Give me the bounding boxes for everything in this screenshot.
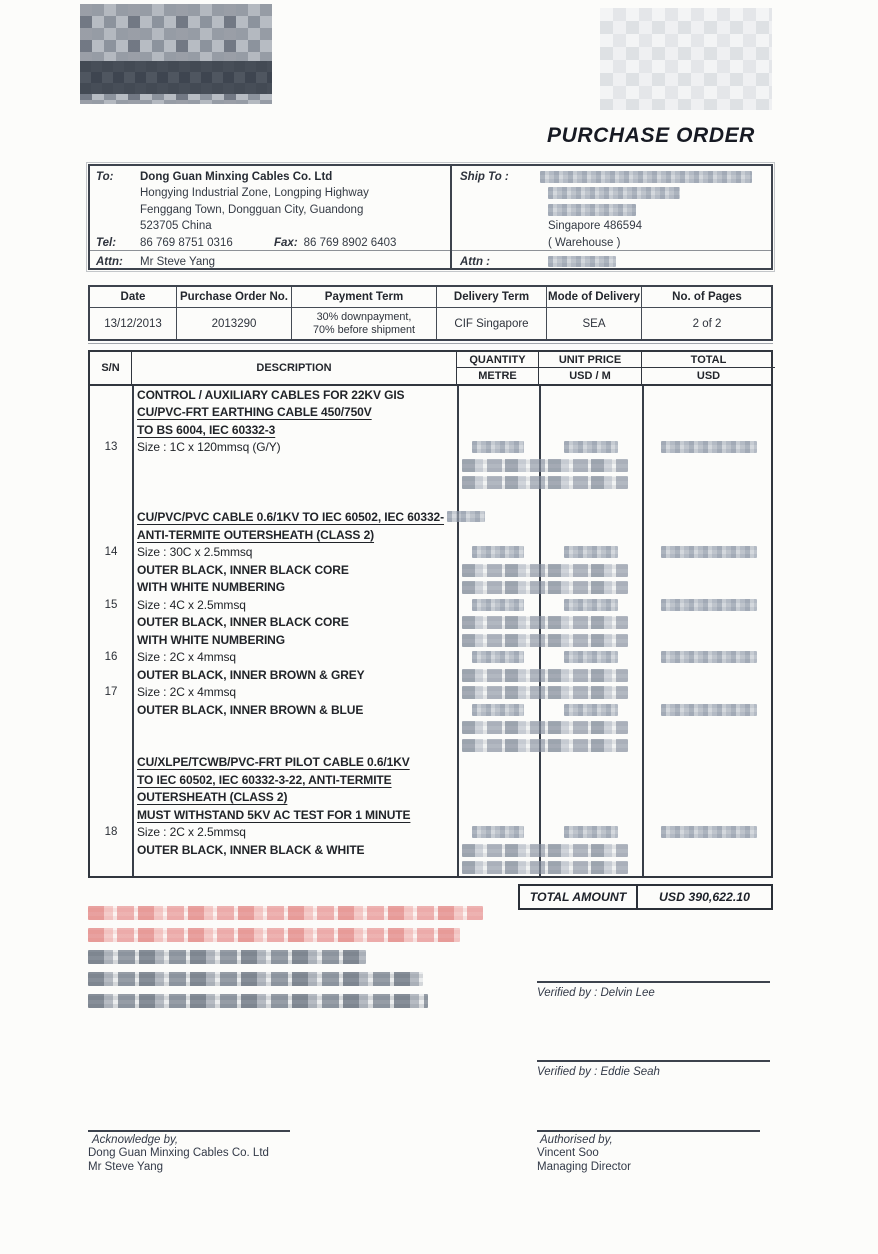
item-quantity bbox=[457, 824, 539, 842]
item-line bbox=[90, 596, 771, 614]
item-total bbox=[642, 649, 771, 667]
item-line bbox=[90, 666, 771, 684]
item-unit-price bbox=[539, 509, 642, 527]
item-description bbox=[132, 703, 457, 717]
item-unit-price bbox=[539, 526, 642, 544]
item-description-text: WITH WHITE NUMBERING bbox=[137, 580, 285, 595]
item-sn: 15 bbox=[104, 598, 118, 611]
item-total bbox=[642, 754, 771, 772]
item-description bbox=[132, 615, 457, 629]
item-total bbox=[642, 596, 771, 614]
item-unit-price bbox=[539, 806, 642, 824]
payment-term-line2: 70% before shipment bbox=[312, 323, 416, 336]
item-total bbox=[642, 439, 771, 457]
item-description-text: TO IEC 60502, IEC 60332-3-22, ANTI-TERMITE bbox=[137, 772, 392, 787]
redacted-quantity bbox=[472, 704, 524, 716]
redacted-delivery-note bbox=[462, 616, 628, 629]
page-title: PURCHASE ORDER bbox=[547, 124, 755, 147]
unit-price-header: UNIT PRICE bbox=[539, 352, 642, 368]
item-quantity bbox=[457, 491, 539, 509]
item-line bbox=[90, 806, 771, 824]
order-date: 13/12/2013 bbox=[90, 308, 177, 339]
item-quantity bbox=[457, 806, 539, 824]
item-total bbox=[642, 771, 771, 789]
item-line bbox=[90, 579, 771, 597]
po-number-header: Purchase Order No. bbox=[177, 287, 292, 308]
vendor-attn: Mr Steve Yang bbox=[140, 255, 216, 268]
ship-to-attn-redacted bbox=[548, 256, 616, 267]
redacted-delivery-note bbox=[462, 844, 628, 857]
item-total bbox=[642, 456, 771, 474]
vendor-attn-label: Attn: bbox=[96, 255, 123, 268]
item-description-text: CU/PVC-FRT EARTHING CABLE 450/750V bbox=[137, 405, 372, 420]
item-sn: 17 bbox=[104, 686, 118, 699]
item-quantity bbox=[457, 439, 539, 457]
redacted-unit-price bbox=[564, 651, 618, 663]
redacted-unit-price bbox=[564, 441, 618, 453]
vendor-tel: 86 769 8751 0316 bbox=[140, 236, 233, 249]
item-description bbox=[132, 598, 457, 612]
item-description bbox=[132, 843, 457, 857]
item-description bbox=[132, 405, 457, 419]
item-description bbox=[132, 388, 457, 402]
item-line bbox=[90, 771, 771, 789]
redacted-delivery-note bbox=[462, 861, 628, 874]
item-unit-price bbox=[539, 596, 642, 614]
item-total bbox=[642, 684, 771, 702]
acknowledge-company: Dong Guan Minxing Cables Co. Ltd bbox=[88, 1147, 269, 1159]
item-line bbox=[90, 474, 771, 492]
item-total bbox=[642, 491, 771, 509]
item-description bbox=[132, 510, 457, 524]
item-unit-price bbox=[539, 701, 642, 719]
signature-line bbox=[88, 1130, 290, 1132]
item-line bbox=[90, 649, 771, 667]
item-line bbox=[90, 684, 771, 702]
item-description-text: ANTI-TERMITE OUTERSHEATH (CLASS 2) bbox=[137, 527, 375, 542]
item-description bbox=[132, 580, 457, 594]
ship-to-block bbox=[452, 166, 771, 268]
verified-by-1: Verified by : Delvin Lee bbox=[537, 987, 655, 999]
redacted-quantity bbox=[472, 546, 524, 558]
acknowledge-label: Acknowledge by, bbox=[92, 1134, 179, 1146]
ship-to-label: Ship To : bbox=[460, 171, 509, 183]
letterhead-right-redacted bbox=[600, 8, 772, 110]
item-quantity bbox=[457, 509, 539, 527]
item-total bbox=[642, 631, 771, 649]
vendor-address-line3: 523705 China bbox=[140, 220, 212, 233]
item-description-text: OUTERSHEATH (CLASS 2) bbox=[137, 790, 288, 805]
verified-by-2: Verified by : Eddie Seah bbox=[537, 1066, 660, 1078]
item-total bbox=[642, 841, 771, 859]
fax-label: Fax: bbox=[274, 236, 298, 249]
signature-line bbox=[537, 981, 770, 983]
item-quantity bbox=[457, 526, 539, 544]
ship-to-address-redacted-1 bbox=[540, 171, 752, 183]
redacted-unit-price bbox=[564, 826, 618, 838]
scan-rule bbox=[88, 343, 773, 344]
date-header: Date bbox=[90, 287, 177, 308]
item-quantity bbox=[457, 544, 539, 562]
delivery-term: CIF Singapore bbox=[437, 308, 547, 339]
authorised-label: Authorised by, bbox=[540, 1134, 613, 1146]
delivery-term-header: Delivery Term bbox=[437, 287, 547, 308]
authorised-name: Vincent Soo bbox=[537, 1147, 599, 1159]
item-total bbox=[642, 404, 771, 422]
item-description bbox=[132, 528, 457, 542]
item-total bbox=[642, 824, 771, 842]
redacted-unit-price bbox=[564, 599, 618, 611]
redacted-delivery-note bbox=[462, 459, 628, 472]
tel-label: Tel: bbox=[96, 236, 117, 249]
item-total bbox=[642, 386, 771, 404]
item-unit-price bbox=[539, 824, 642, 842]
redacted-quantity bbox=[472, 441, 524, 453]
item-quantity bbox=[457, 596, 539, 614]
item-line bbox=[90, 631, 771, 649]
item-unit-price bbox=[539, 754, 642, 772]
item-description-text: Size : 2C x 2.5mmsq bbox=[137, 825, 246, 840]
item-total bbox=[642, 701, 771, 719]
item-unit-price bbox=[539, 544, 642, 562]
item-line bbox=[90, 404, 771, 422]
item-total bbox=[642, 561, 771, 579]
item-description-text: Size : 30C x 2.5mmsq bbox=[137, 545, 253, 560]
item-description-text: MUST WITHSTAND 5KV AC TEST FOR 1 MINUTE bbox=[137, 807, 411, 822]
item-quantity bbox=[457, 701, 539, 719]
total-header: TOTAL bbox=[642, 352, 775, 368]
item-total bbox=[642, 509, 771, 527]
redacted-delivery-note bbox=[462, 634, 628, 647]
items-table bbox=[88, 350, 773, 878]
item-quantity bbox=[457, 386, 539, 404]
item-line bbox=[90, 614, 771, 632]
item-total bbox=[642, 474, 771, 492]
vendor-fax: 86 769 8902 6403 bbox=[303, 236, 397, 249]
item-total bbox=[642, 736, 771, 754]
redacted-total bbox=[661, 441, 757, 453]
item-unit-price bbox=[539, 491, 642, 509]
address-box bbox=[88, 164, 773, 270]
redacted-total bbox=[661, 704, 757, 716]
item-description-text: OUTER BLACK, INNER BLACK CORE bbox=[137, 562, 349, 577]
item-line bbox=[90, 701, 771, 719]
redacted-note-dark-1 bbox=[88, 950, 366, 964]
pages-header: No. of Pages bbox=[642, 287, 772, 308]
total-amount-label: TOTAL AMOUNT bbox=[520, 886, 638, 908]
redacted-delivery-note bbox=[462, 564, 628, 577]
item-description-text: OUTER BLACK, INNER BROWN & BLUE bbox=[137, 702, 364, 717]
payment-term-line1: 30% downpayment, bbox=[316, 310, 412, 323]
vendor-address-line2: Fenggang Town, Dongguan City, Guandong bbox=[140, 203, 364, 216]
authorised-title: Managing Director bbox=[537, 1161, 631, 1173]
item-sn: 14 bbox=[104, 546, 118, 559]
item-total bbox=[642, 666, 771, 684]
redacted-quantity bbox=[472, 826, 524, 838]
item-total bbox=[642, 614, 771, 632]
redacted-delivery-note bbox=[462, 739, 628, 752]
item-quantity bbox=[457, 649, 539, 667]
item-quantity bbox=[457, 421, 539, 439]
redacted-unit-price bbox=[564, 546, 618, 558]
item-description-text: CU/PVC/PVC CABLE 0.6/1KV TO IEC 60502, IEC 60332- bbox=[137, 510, 445, 525]
item-description bbox=[132, 563, 457, 577]
signature-line bbox=[537, 1060, 770, 1062]
to-label: To: bbox=[96, 171, 114, 183]
item-unit-price bbox=[539, 439, 642, 457]
order-info-table bbox=[88, 285, 773, 341]
redacted-note-red-1 bbox=[88, 906, 483, 920]
total-amount-value: USD 390,622.10 bbox=[659, 890, 750, 904]
redacted-note-dark-3 bbox=[88, 994, 428, 1008]
item-unit-price bbox=[539, 649, 642, 667]
item-description bbox=[132, 423, 457, 437]
ship-to-location-note: ( Warehouse ) bbox=[548, 236, 621, 249]
mode-of-delivery-header: Mode of Delivery bbox=[547, 287, 642, 308]
total-amount-box bbox=[518, 884, 773, 910]
item-line bbox=[90, 439, 771, 457]
item-description bbox=[132, 755, 457, 769]
item-description bbox=[132, 773, 457, 787]
description-header: DESCRIPTION bbox=[132, 352, 457, 384]
vendor-name: Dong Guan Minxing Cables Co. Ltd bbox=[140, 171, 333, 183]
item-description-text: Size : 2C x 4mmsq bbox=[137, 685, 236, 700]
ship-to-attn-label: Attn : bbox=[460, 255, 491, 268]
company-logo-redacted bbox=[80, 4, 272, 104]
quantity-unit-header: METRE bbox=[457, 368, 539, 384]
redacted-delivery-note bbox=[462, 721, 628, 734]
item-description-text: CU/XLPE/TCWB/PVC-FRT PILOT CABLE 0.6/1KV bbox=[137, 755, 410, 770]
redacted-total bbox=[661, 599, 757, 611]
redacted-total bbox=[661, 651, 757, 663]
item-total bbox=[642, 544, 771, 562]
item-line bbox=[90, 754, 771, 772]
item-description bbox=[132, 668, 457, 682]
item-quantity bbox=[457, 754, 539, 772]
item-line bbox=[90, 544, 771, 562]
redacted-unit-price bbox=[564, 704, 618, 716]
item-description-text: Size : 2C x 4mmsq bbox=[137, 650, 236, 665]
item-description-text: OUTER BLACK, INNER BLACK CORE bbox=[137, 615, 349, 630]
item-description-text: TO BS 6004, IEC 60332-3 bbox=[137, 422, 276, 437]
item-total bbox=[642, 579, 771, 597]
redacted-total bbox=[661, 546, 757, 558]
item-total bbox=[642, 789, 771, 807]
item-description bbox=[132, 825, 457, 839]
item-line bbox=[90, 824, 771, 842]
item-sn: 13 bbox=[104, 441, 118, 454]
ship-to-city: Singapore 486594 bbox=[548, 220, 642, 233]
item-total bbox=[642, 421, 771, 439]
redacted-quantity bbox=[472, 599, 524, 611]
redacted-delivery-note bbox=[462, 686, 628, 699]
item-quantity bbox=[457, 404, 539, 422]
item-unit-price bbox=[539, 789, 642, 807]
item-unit-price bbox=[539, 421, 642, 439]
item-line bbox=[90, 509, 771, 527]
item-quantity bbox=[457, 789, 539, 807]
item-total bbox=[642, 806, 771, 824]
vendor-block bbox=[90, 166, 450, 268]
redacted-delivery-note bbox=[462, 669, 628, 682]
item-sn: 16 bbox=[104, 651, 118, 664]
payment-term-header: Payment Term bbox=[292, 287, 437, 308]
item-line bbox=[90, 859, 771, 877]
item-line bbox=[90, 841, 771, 859]
pages: 2 of 2 bbox=[692, 317, 722, 330]
redacted-note-red-2 bbox=[88, 928, 460, 942]
item-line bbox=[90, 526, 771, 544]
item-description-text: OUTER BLACK, INNER BROWN & GREY bbox=[137, 667, 365, 682]
item-description-text: CONTROL / AUXILIARY CABLES FOR 22KV GIS bbox=[137, 387, 405, 402]
item-description bbox=[132, 545, 457, 559]
item-description-text: Size : 1C x 120mmsq (G/Y) bbox=[137, 440, 281, 455]
redacted-delivery-note bbox=[462, 476, 628, 489]
item-description-text: Size : 4C x 2.5mmsq bbox=[137, 597, 246, 612]
mode-of-delivery: SEA bbox=[547, 308, 642, 339]
item-total bbox=[642, 526, 771, 544]
quantity-header: QUANTITY bbox=[457, 352, 539, 368]
item-description bbox=[132, 633, 457, 647]
item-unit-price bbox=[539, 771, 642, 789]
redacted-delivery-note bbox=[462, 581, 628, 594]
item-unit-price bbox=[539, 404, 642, 422]
item-total bbox=[642, 859, 771, 877]
item-line bbox=[90, 789, 771, 807]
redacted-quantity bbox=[472, 651, 524, 663]
item-line bbox=[90, 736, 771, 754]
ship-to-address-redacted-3 bbox=[548, 204, 636, 216]
item-description-text: WITH WHITE NUMBERING bbox=[137, 632, 285, 647]
item-sn: 18 bbox=[104, 826, 118, 839]
item-line bbox=[90, 491, 771, 509]
sn-header: S/N bbox=[90, 352, 132, 384]
item-line bbox=[90, 386, 771, 404]
redacted-note-dark-2 bbox=[88, 972, 423, 986]
ship-to-address-redacted-2 bbox=[548, 187, 680, 199]
items-table-body bbox=[90, 386, 771, 876]
item-description bbox=[132, 650, 457, 664]
signature-line bbox=[537, 1130, 760, 1132]
item-description bbox=[132, 790, 457, 804]
item-description bbox=[132, 685, 457, 699]
po-number: 2013290 bbox=[177, 308, 292, 339]
item-description bbox=[132, 440, 457, 454]
item-line bbox=[90, 456, 771, 474]
item-line bbox=[90, 421, 771, 439]
items-table-header bbox=[90, 352, 771, 386]
item-total bbox=[642, 719, 771, 737]
unit-price-unit-header: USD / M bbox=[539, 368, 642, 384]
redacted-total bbox=[661, 826, 757, 838]
item-line bbox=[90, 561, 771, 579]
acknowledge-name: Mr Steve Yang bbox=[88, 1161, 164, 1173]
item-line bbox=[90, 719, 771, 737]
payment-term bbox=[292, 308, 437, 339]
total-unit-header: USD bbox=[696, 370, 721, 382]
item-unit-price bbox=[539, 386, 642, 404]
vendor-address-line1: Hongying Industrial Zone, Longping Highway bbox=[140, 187, 369, 200]
item-description-text: OUTER BLACK, INNER BLACK & WHITE bbox=[137, 842, 365, 857]
item-quantity bbox=[457, 771, 539, 789]
item-description bbox=[132, 808, 457, 822]
